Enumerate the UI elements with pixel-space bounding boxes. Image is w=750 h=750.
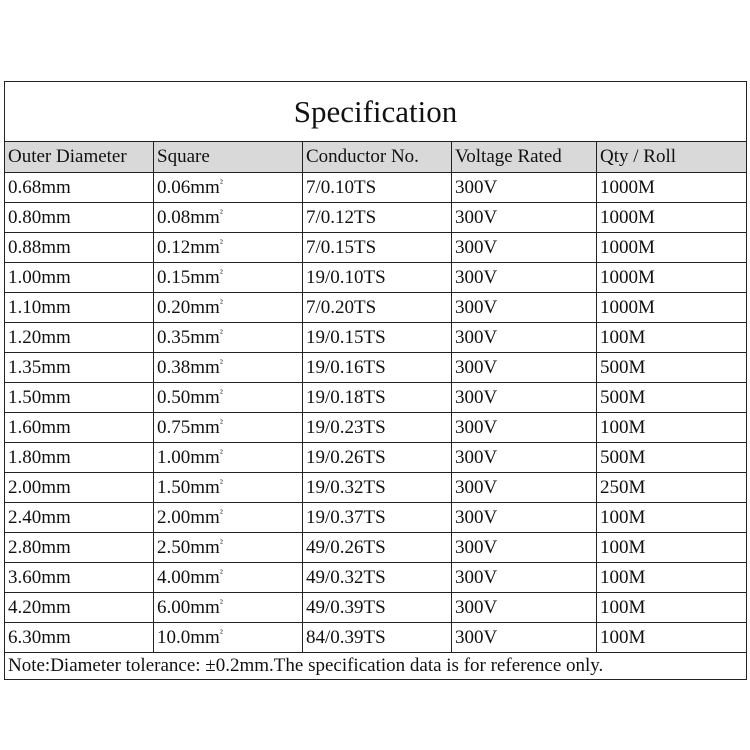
cell-square-value: 6.00mm xyxy=(157,596,220,618)
cell-square xyxy=(154,563,303,593)
cell-qty xyxy=(597,173,747,203)
cell-conductor-value: 7/0.20TS xyxy=(306,296,377,318)
cell-qty xyxy=(597,443,747,473)
table-row xyxy=(5,593,747,623)
cell-conductor-value: 7/0.12TS xyxy=(306,206,377,228)
cell-outer-diameter xyxy=(5,473,154,503)
column-header-voltage: Voltage Rated xyxy=(452,142,597,173)
cell-qty-value: 500M xyxy=(600,386,646,408)
cell-square-value: 0.15mm xyxy=(157,266,220,288)
cell-square-value: 1.00mm xyxy=(157,446,220,468)
cell-voltage xyxy=(452,413,597,443)
cell-voltage xyxy=(452,563,597,593)
cell-square xyxy=(154,383,303,413)
cell-voltage-value: 300V xyxy=(455,296,498,318)
table-title: Specification xyxy=(5,82,747,142)
cell-voltage-value: 300V xyxy=(455,476,498,498)
squared-superscript: ² xyxy=(219,417,223,429)
cell-conductor xyxy=(303,263,452,293)
squared-superscript: ² xyxy=(219,477,223,489)
cell-conductor-value: 19/0.26TS xyxy=(306,446,386,468)
cell-conductor xyxy=(303,323,452,353)
table-row xyxy=(5,383,747,413)
cell-outer-diameter-value: 1.10mm xyxy=(8,296,71,318)
cell-square xyxy=(154,203,303,233)
cell-voltage xyxy=(452,533,597,563)
cell-conductor xyxy=(303,443,452,473)
cell-outer-diameter xyxy=(5,593,154,623)
cell-voltage-value: 300V xyxy=(455,536,498,558)
cell-conductor xyxy=(303,233,452,263)
cell-voltage-value: 300V xyxy=(455,176,498,198)
cell-outer-diameter-value: 1.60mm xyxy=(8,416,71,438)
cell-conductor-value: 49/0.32TS xyxy=(306,566,386,588)
cell-voltage-value: 300V xyxy=(455,596,498,618)
cell-qty-value: 100M xyxy=(600,626,646,648)
cell-outer-diameter-value: 3.60mm xyxy=(8,566,71,588)
cell-voltage xyxy=(452,173,597,203)
table-row xyxy=(5,323,747,353)
squared-superscript: ² xyxy=(219,597,223,609)
cell-square-value: 1.50mm xyxy=(157,476,220,498)
table-row xyxy=(5,473,747,503)
cell-square-value: 0.50mm xyxy=(157,386,220,408)
cell-qty xyxy=(597,503,747,533)
squared-superscript: ² xyxy=(219,207,223,219)
cell-conductor xyxy=(303,533,452,563)
cell-conductor-value: 49/0.39TS xyxy=(306,596,386,618)
cell-voltage-value: 300V xyxy=(455,446,498,468)
cell-conductor-value: 19/0.23TS xyxy=(306,416,386,438)
cell-square-value: 0.38mm xyxy=(157,356,220,378)
cell-qty xyxy=(597,323,747,353)
cell-qty xyxy=(597,353,747,383)
cell-voltage-value: 300V xyxy=(455,626,498,648)
cell-conductor xyxy=(303,503,452,533)
table-row xyxy=(5,413,747,443)
cell-outer-diameter-value: 2.40mm xyxy=(8,506,71,528)
specification-table xyxy=(4,81,747,680)
cell-qty xyxy=(597,233,747,263)
cell-voltage-value: 300V xyxy=(455,416,498,438)
squared-superscript: ² xyxy=(219,507,223,519)
cell-outer-diameter xyxy=(5,383,154,413)
cell-conductor xyxy=(303,413,452,443)
squared-superscript: ² xyxy=(219,177,223,189)
cell-outer-diameter xyxy=(5,563,154,593)
cell-qty xyxy=(597,263,747,293)
table-row xyxy=(5,233,747,263)
cell-voltage xyxy=(452,353,597,383)
cell-outer-diameter xyxy=(5,623,154,653)
cell-square-value: 2.50mm xyxy=(157,536,220,558)
cell-qty-value: 250M xyxy=(600,476,646,498)
squared-superscript: ² xyxy=(219,357,223,369)
table-row xyxy=(5,503,747,533)
cell-outer-diameter-value: 1.80mm xyxy=(8,446,71,468)
cell-qty xyxy=(597,563,747,593)
cell-outer-diameter-value: 0.68mm xyxy=(8,176,71,198)
cell-voltage-value: 300V xyxy=(455,386,498,408)
table-row xyxy=(5,203,747,233)
squared-superscript: ² xyxy=(219,567,223,579)
cell-square xyxy=(154,293,303,323)
cell-conductor xyxy=(303,353,452,383)
cell-conductor xyxy=(303,563,452,593)
squared-superscript: ² xyxy=(219,447,223,459)
cell-voltage-value: 300V xyxy=(455,506,498,528)
cell-voltage-value: 300V xyxy=(455,206,498,228)
cell-square xyxy=(154,413,303,443)
table-row xyxy=(5,563,747,593)
cell-voltage xyxy=(452,443,597,473)
cell-voltage-value: 300V xyxy=(455,236,498,258)
cell-qty-value: 100M xyxy=(600,596,646,618)
cell-outer-diameter-value: 1.00mm xyxy=(8,266,71,288)
squared-superscript: ² xyxy=(219,537,223,549)
cell-voltage xyxy=(452,203,597,233)
header-row xyxy=(5,142,747,173)
cell-conductor xyxy=(303,173,452,203)
cell-qty-value: 1000M xyxy=(600,206,655,228)
table-row xyxy=(5,443,747,473)
cell-square-value: 0.06mm xyxy=(157,176,220,198)
cell-conductor-value: 84/0.39TS xyxy=(306,626,386,648)
cell-voltage xyxy=(452,323,597,353)
column-header-qty: Qty / Roll xyxy=(597,142,747,173)
cell-square xyxy=(154,503,303,533)
cell-voltage xyxy=(452,593,597,623)
cell-conductor-value: 19/0.16TS xyxy=(306,356,386,378)
cell-voltage-value: 300V xyxy=(455,356,498,378)
cell-qty-value: 100M xyxy=(600,566,646,588)
cell-qty xyxy=(597,533,747,563)
cell-qty xyxy=(597,383,747,413)
cell-square xyxy=(154,533,303,563)
title-row xyxy=(5,82,747,142)
table-row xyxy=(5,533,747,563)
cell-square-value: 0.20mm xyxy=(157,296,220,318)
cell-outer-diameter-value: 0.88mm xyxy=(8,236,71,258)
cell-voltage xyxy=(452,383,597,413)
cell-conductor xyxy=(303,203,452,233)
cell-square-value: 10.0mm xyxy=(157,626,220,648)
cell-square xyxy=(154,623,303,653)
cell-qty-value: 100M xyxy=(600,506,646,528)
cell-outer-diameter-value: 0.80mm xyxy=(8,206,71,228)
cell-outer-diameter xyxy=(5,503,154,533)
cell-outer-diameter-value: 1.50mm xyxy=(8,386,71,408)
cell-square xyxy=(154,443,303,473)
table-row xyxy=(5,623,747,653)
cell-qty-value: 1000M xyxy=(600,266,655,288)
cell-conductor-value: 19/0.15TS xyxy=(306,326,386,348)
cell-square xyxy=(154,473,303,503)
cell-square-value: 4.00mm xyxy=(157,566,220,588)
cell-square-value: 2.00mm xyxy=(157,506,220,528)
cell-conductor-value: 7/0.10TS xyxy=(306,176,377,198)
cell-voltage xyxy=(452,473,597,503)
note-text: Note:Diameter tolerance: ±0.2mm.The specification data is for reference only. xyxy=(5,653,747,680)
cell-conductor-value: 49/0.26TS xyxy=(306,536,386,558)
column-header-outer-diameter: Outer Diameter xyxy=(5,142,154,173)
cell-square xyxy=(154,593,303,623)
cell-square-value: 0.35mm xyxy=(157,326,220,348)
cell-outer-diameter xyxy=(5,443,154,473)
cell-outer-diameter xyxy=(5,173,154,203)
cell-square-value: 0.08mm xyxy=(157,206,220,228)
cell-qty xyxy=(597,413,747,443)
table-row xyxy=(5,173,747,203)
cell-conductor xyxy=(303,473,452,503)
cell-outer-diameter xyxy=(5,203,154,233)
cell-conductor xyxy=(303,623,452,653)
cell-qty-value: 1000M xyxy=(600,236,655,258)
squared-superscript: ² xyxy=(219,267,223,279)
column-header-square: Square xyxy=(154,142,303,173)
cell-conductor xyxy=(303,593,452,623)
cell-square xyxy=(154,233,303,263)
cell-outer-diameter-value: 4.20mm xyxy=(8,596,71,618)
cell-qty xyxy=(597,593,747,623)
cell-conductor-value: 19/0.37TS xyxy=(306,506,386,528)
table-row xyxy=(5,263,747,293)
cell-outer-diameter xyxy=(5,353,154,383)
cell-voltage-value: 300V xyxy=(455,326,498,348)
cell-outer-diameter-value: 2.80mm xyxy=(8,536,71,558)
cell-conductor-value: 19/0.18TS xyxy=(306,386,386,408)
cell-outer-diameter xyxy=(5,323,154,353)
cell-qty-value: 100M xyxy=(600,416,646,438)
cell-square xyxy=(154,173,303,203)
table-row xyxy=(5,353,747,383)
cell-outer-diameter-value: 2.00mm xyxy=(8,476,71,498)
cell-outer-diameter xyxy=(5,233,154,263)
cell-conductor xyxy=(303,383,452,413)
column-header-conductor: Conductor No. xyxy=(303,142,452,173)
cell-outer-diameter-value: 1.20mm xyxy=(8,326,71,348)
cell-qty-value: 500M xyxy=(600,446,646,468)
cell-qty-value: 100M xyxy=(600,326,646,348)
cell-square xyxy=(154,353,303,383)
cell-voltage xyxy=(452,233,597,263)
cell-outer-diameter xyxy=(5,293,154,323)
cell-square-value: 0.12mm xyxy=(157,236,220,258)
cell-voltage xyxy=(452,263,597,293)
squared-superscript: ² xyxy=(219,627,223,639)
cell-outer-diameter-value: 6.30mm xyxy=(8,626,71,648)
squared-superscript: ² xyxy=(219,297,223,309)
cell-qty-value: 100M xyxy=(600,536,646,558)
cell-outer-diameter xyxy=(5,533,154,563)
squared-superscript: ² xyxy=(219,327,223,339)
cell-qty-value: 500M xyxy=(600,356,646,378)
cell-conductor xyxy=(303,293,452,323)
cell-qty-value: 1000M xyxy=(600,176,655,198)
cell-conductor-value: 7/0.15TS xyxy=(306,236,377,258)
cell-voltage-value: 300V xyxy=(455,566,498,588)
cell-qty xyxy=(597,203,747,233)
cell-voltage xyxy=(452,503,597,533)
cell-qty xyxy=(597,623,747,653)
cell-qty-value: 1000M xyxy=(600,296,655,318)
cell-outer-diameter xyxy=(5,263,154,293)
cell-conductor-value: 19/0.32TS xyxy=(306,476,386,498)
cell-qty xyxy=(597,473,747,503)
note-row xyxy=(5,653,747,680)
cell-square xyxy=(154,323,303,353)
cell-outer-diameter xyxy=(5,413,154,443)
cell-voltage xyxy=(452,623,597,653)
cell-square-value: 0.75mm xyxy=(157,416,220,438)
squared-superscript: ² xyxy=(219,237,223,249)
table-row xyxy=(5,293,747,323)
squared-superscript: ² xyxy=(219,387,223,399)
cell-voltage xyxy=(452,293,597,323)
cell-qty xyxy=(597,293,747,323)
cell-voltage-value: 300V xyxy=(455,266,498,288)
cell-outer-diameter-value: 1.35mm xyxy=(8,356,71,378)
cell-square xyxy=(154,263,303,293)
cell-conductor-value: 19/0.10TS xyxy=(306,266,386,288)
